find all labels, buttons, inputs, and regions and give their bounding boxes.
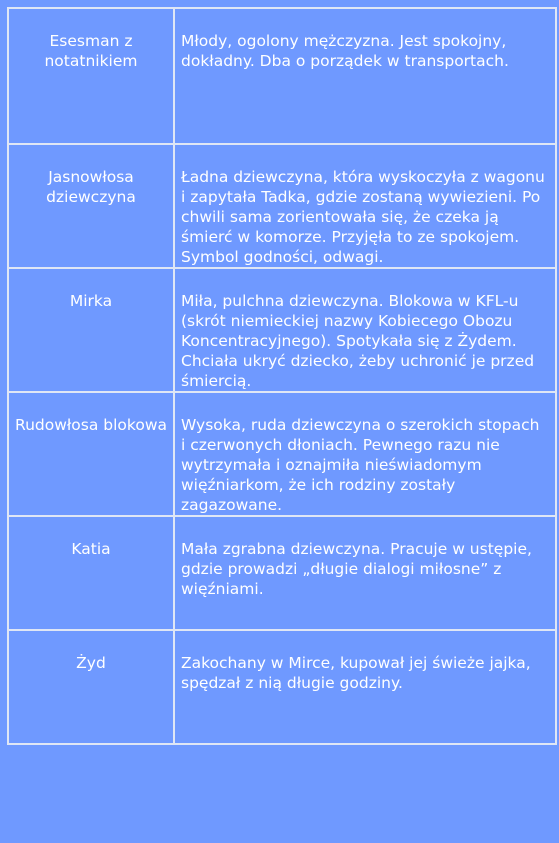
character-name: Rudowłosa blokowa [15, 416, 167, 434]
character-name: Mirka [69, 292, 113, 310]
character-name-cell [8, 144, 174, 268]
character-name-cell [8, 630, 174, 744]
character-name: Katia [71, 540, 111, 558]
table-row [8, 516, 556, 630]
character-name-cell [8, 268, 174, 392]
character-name: Jasnowłosa dziewczyna [46, 168, 136, 206]
character-description-cell [174, 392, 556, 516]
table-row [8, 144, 556, 268]
character-description-cell [174, 144, 556, 268]
character-description: Młody, ogolony mężczyzna. Jest spokojny, dokładny. Dba o porządek w transportach. [181, 32, 509, 70]
character-description: Zakochany w Mirce, kupował jej świeże jajka, spędzał z nią długie godziny. [181, 654, 531, 692]
characters-table [7, 7, 557, 745]
table-row [8, 392, 556, 516]
character-description-cell [174, 630, 556, 744]
character-name: Esesman z notatnikiem [44, 32, 138, 70]
character-description: Mała zgrabna dziewczyna. Pracuje w ustępie, gdzie prowadzi „długie dialogi miłosne” z więźniami. [181, 540, 532, 598]
character-name: Żyd [76, 654, 106, 672]
character-name-cell [8, 392, 174, 516]
table-row [8, 630, 556, 744]
table-row [8, 8, 556, 144]
character-description: Ładna dziewczyna, która wyskoczyła z wagonu i zapytała Tadka, gdzie zostaną wywiezieni. Po chwili sama zorientowała się, że czeka ją śmierć w komorze. Przyjęła to ze spokojem. Symbol godności, odwagi. [181, 168, 545, 266]
character-name-cell [8, 516, 174, 630]
character-description: Miła, pulchna dziewczyna. Blokowa w KFL-u (skrót niemieckiej nazwy Kobiecego Obozu Koncentracyjnego). Spotykała się z Żydem. Chciała ukryć dziecko, żeby uchronić je przed śmiercią. [181, 292, 535, 390]
character-description-cell [174, 8, 556, 144]
character-description-cell [174, 268, 556, 392]
character-description: Wysoka, ruda dziewczyna o szerokich stopach i czerwonych dłoniach. Pewnego razu nie wytrzymała i oznajmiła nieświadomym więźniarkom, że ich rodziny zostały zagazowane. [181, 416, 540, 514]
character-name-cell [8, 8, 174, 144]
character-description-cell [174, 516, 556, 630]
table-row [8, 268, 556, 392]
